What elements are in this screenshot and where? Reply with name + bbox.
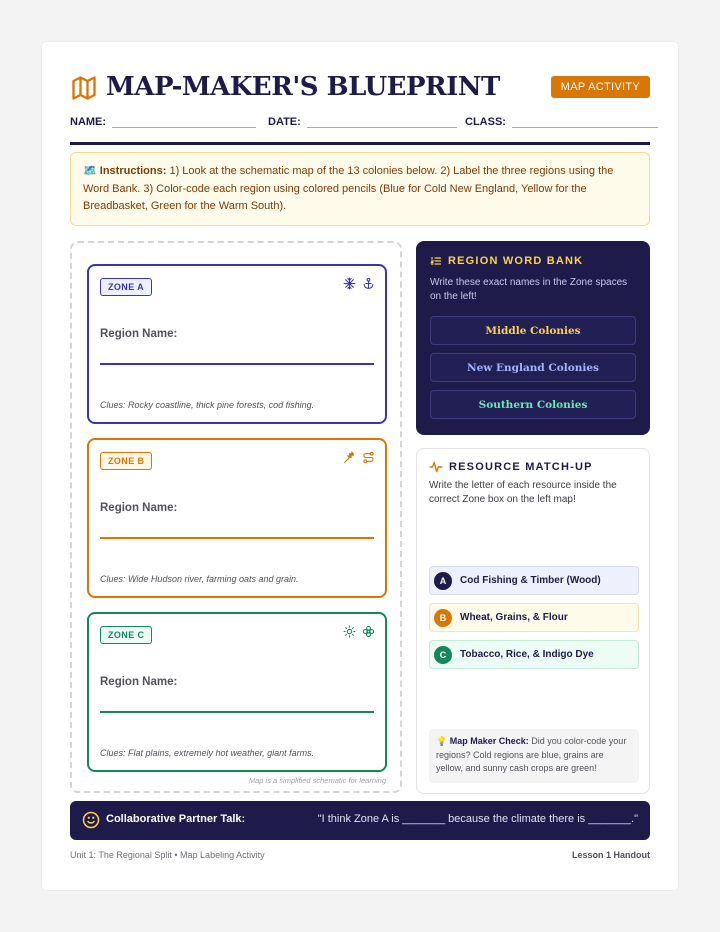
region-name-label: Region Name: (100, 502, 178, 514)
anchor-icon (362, 277, 375, 290)
date-field[interactable] (268, 114, 457, 128)
resource-item-a (429, 566, 639, 595)
word-bank-title: REGION WORD BANK (448, 255, 584, 267)
zone-icons (343, 277, 375, 290)
zone-tag: ZONE B (100, 452, 152, 470)
list-icon (430, 255, 442, 267)
word-bank-header (430, 255, 583, 267)
date-line (307, 114, 457, 128)
snowflake-icon (343, 277, 356, 290)
page-title: MAP-MAKER'S BLUEPRINT (106, 72, 500, 102)
check-text: Did you color-code your regions? Cold regions are blue, grains are yellow, and sunny cash crops are green! (436, 736, 627, 773)
resource-letter: A (434, 572, 452, 590)
region-name-line[interactable] (100, 537, 374, 539)
word-bank-item: Middle Colonies (430, 316, 636, 345)
class-label: CLASS: (465, 116, 506, 128)
header (70, 72, 650, 106)
resource-title: RESOURCE MATCH-UP (449, 461, 593, 473)
student-fields (70, 114, 650, 134)
zone-clue: Clues: Flat plains, extremely hot weather, giant farms. (100, 748, 315, 758)
wheat-icon (343, 451, 356, 464)
region-name-label: Region Name: (100, 676, 178, 688)
footer-lesson: Lesson 1 Handout (571, 850, 650, 860)
region-name-line[interactable] (100, 711, 374, 713)
sun-icon (343, 625, 356, 638)
resource-letter: C (434, 646, 452, 664)
zone-icons (343, 625, 375, 638)
flower-icon (362, 625, 375, 638)
zone-clue: Clues: Rocky coastline, thick pine forests, cod fishing. (100, 400, 315, 410)
resource-panel (416, 448, 650, 794)
zone-c-box[interactable] (87, 612, 387, 772)
word-bank-panel (416, 241, 650, 435)
map-maker-check (429, 729, 639, 783)
smile-icon (82, 811, 100, 829)
zone-tag: ZONE C (100, 626, 152, 644)
check-lead: Map Maker Check: (449, 736, 529, 746)
partner-talk-quote: "I think Zone A is _______ because the climate there is _______." (317, 813, 638, 825)
footer-unit: Unit 1: The Regional Split • Map Labeling Activity (70, 850, 265, 860)
partner-talk-title: Collaborative Partner Talk: (106, 813, 246, 825)
word-bank-item: Southern Colonies (430, 390, 636, 419)
class-field[interactable] (465, 114, 658, 128)
resource-label: Cod Fishing & Timber (Wood) (460, 575, 601, 586)
resource-label: Wheat, Grains, & Flour (460, 612, 568, 623)
zone-tag: ZONE A (100, 278, 152, 296)
zone-a-box[interactable] (87, 264, 387, 424)
resource-item-b (429, 603, 639, 632)
region-name-label: Region Name: (100, 328, 178, 340)
partner-talk-bar (70, 801, 650, 840)
footer (70, 850, 650, 860)
name-label: NAME: (70, 116, 107, 128)
instructions-text: 1) Look at the schematic map of the 13 colonies below. 2) Label the three regions using the Word Bank. 3) Color-code each region using colored pencils (Blue for Cold New England, Yellow for the Breadbasket, Green for the Warm South). (83, 165, 614, 212)
resource-header (429, 460, 593, 474)
word-bank-subtitle: Write these exact names in the Zone spaces on the left! (430, 277, 628, 302)
instructions-lead: Instructions: (99, 165, 167, 177)
name-field[interactable] (70, 114, 256, 128)
class-line (512, 114, 658, 128)
worksheet-page (42, 42, 678, 890)
region-name-line[interactable] (100, 363, 374, 365)
zone-b-box[interactable] (87, 438, 387, 598)
resource-subtitle: Write the letter of each resource inside the correct Zone box on the left map! (429, 480, 617, 505)
map-note: Map is a simplified schematic for learning (248, 776, 386, 785)
instructions-box (70, 152, 650, 226)
zone-icons (343, 451, 375, 464)
route-icon (362, 451, 375, 464)
lightbulb-icon: 💡 (436, 736, 448, 746)
date-label: DATE: (268, 116, 301, 128)
map-icon (70, 74, 98, 102)
schematic-map (70, 241, 402, 793)
resource-item-c (429, 640, 639, 669)
header-divider (70, 142, 650, 145)
name-line (112, 114, 256, 128)
resource-label: Tobacco, Rice, & Indigo Dye (460, 649, 594, 660)
resource-letter: B (434, 609, 452, 627)
activity-badge: MAP ACTIVITY (551, 76, 650, 98)
pulse-icon (429, 460, 443, 474)
map-emoji-icon: 🗺️ (83, 165, 97, 177)
zone-clue: Clues: Wide Hudson river, farming oats and grain. (100, 574, 299, 584)
word-bank-item: New England Colonies (430, 353, 636, 382)
